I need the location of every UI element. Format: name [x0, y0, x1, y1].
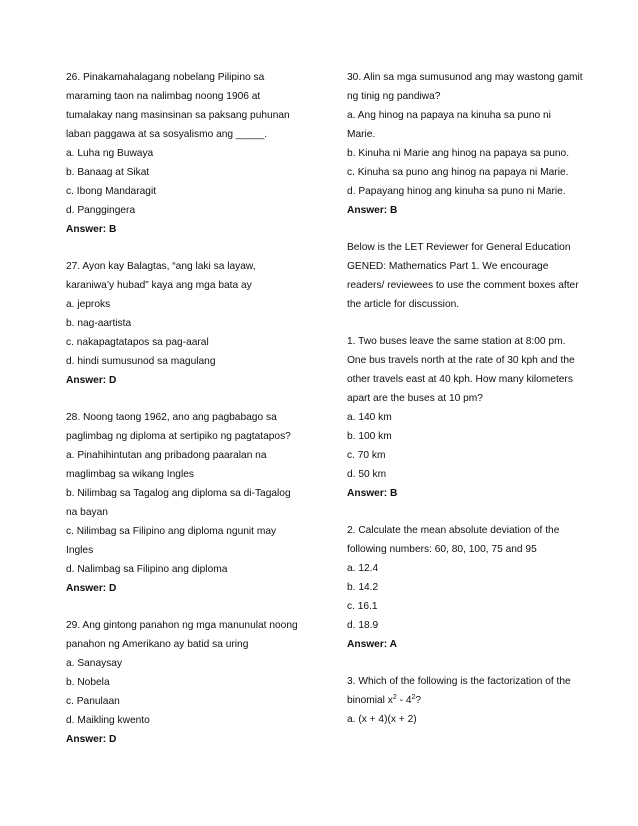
- choice-c: c. Nilimbag sa Filipino ang diploma ngunit may: [66, 526, 277, 537]
- choice-d: d. 18.9: [347, 620, 379, 631]
- answer-label: Answer: D: [66, 375, 117, 386]
- choice-a: a. Ang hinog na papaya na kinuha sa puno ni: [347, 110, 551, 121]
- question-text: apart are the buses at 10 pm?: [347, 393, 483, 404]
- right-column: [347, 68, 602, 729]
- left-column: [66, 68, 321, 749]
- question-text: 29. Ang gintong panahon ng mga manunulat noong: [66, 620, 298, 631]
- question-text: 1. Two buses leave the same station at 8:00 pm.: [347, 336, 566, 347]
- choice-a: a. Sanaysay: [66, 658, 123, 669]
- answer-label: Answer: B: [66, 224, 117, 235]
- question-text: panahon ng Amerikano ay batid sa uring: [66, 639, 249, 650]
- answer-label: Answer: D: [66, 583, 117, 594]
- answer-label: Answer: A: [347, 639, 398, 650]
- choice-c: c. 16.1: [347, 601, 378, 612]
- choice-b: b. Banaag at Sikat: [66, 167, 150, 178]
- spacer: [66, 390, 321, 408]
- intro-text: Below is the LET Reviewer for General Education: [347, 242, 571, 253]
- question-30: [347, 68, 602, 220]
- intro-paragraph: [347, 238, 602, 314]
- question-text: tumalakay nang masinsinan sa paksang puhunan: [66, 110, 290, 121]
- choice-c-cont: Ingles: [66, 545, 94, 556]
- question-26: [66, 68, 321, 239]
- choice-a: a. (x + 4)(x + 2): [347, 714, 417, 725]
- spacer: [347, 654, 602, 672]
- choice-c: c. nakapagtatapos sa pag-aaral: [66, 337, 209, 348]
- math-question-1: [347, 332, 602, 503]
- question-28: [66, 408, 321, 598]
- question-text: [347, 691, 602, 710]
- question-text: 26. Pinakamahalagang nobelang Pilipino sa: [66, 72, 265, 83]
- spacer: [347, 314, 602, 332]
- spacer: [347, 503, 602, 521]
- choice-d: d. 50 km: [347, 469, 387, 480]
- question-text: 28. Noong taong 1962, ano ang pagbabago sa: [66, 412, 277, 423]
- choice-b: b. 14.2: [347, 582, 379, 593]
- choice-d: d. Panggingera: [66, 205, 136, 216]
- choice-d: d. Maikling kwento: [66, 715, 150, 726]
- question-text: laban paggawa at sa sosyalismo ang _____.: [66, 129, 268, 140]
- choice-b: b. Kinuha ni Marie ang hinog na papaya sa puno.: [347, 148, 570, 159]
- exponent: 2: [411, 694, 416, 701]
- question-text: 30. Alin sa mga sumusunod ang may wastong gamit: [347, 72, 583, 83]
- choice-a: a. 140 km: [347, 412, 392, 423]
- intro-text: readers/ reviewees to use the comment boxes after: [347, 280, 579, 291]
- choice-a: a. 12.4: [347, 563, 379, 574]
- binomial-suffix: ?: [415, 695, 422, 706]
- question-29: [66, 616, 321, 749]
- choice-c: c. Panulaan: [66, 696, 120, 707]
- binomial-prefix: binomial x: [347, 695, 393, 706]
- choice-d: d. Nalimbag sa Filipino ang diploma: [66, 564, 228, 575]
- question-text: ng tinig ng pandiwa?: [347, 91, 441, 102]
- question-text: 27. Ayon kay Balagtas, “ang laki sa layaw,: [66, 261, 256, 272]
- choice-a: a. jeproks: [66, 299, 111, 310]
- choice-a-cont: Marie.: [347, 129, 376, 140]
- question-text: karaniwa’y hubad” kaya ang mga bata ay: [66, 280, 252, 291]
- spacer: [66, 598, 321, 616]
- question-text: paglimbag ng diploma at sertipiko ng pagtatapos?: [66, 431, 291, 442]
- question-27: [66, 257, 321, 390]
- intro-text: GENED: Mathematics Part 1. We encourage: [347, 261, 549, 272]
- question-text: One bus travels north at the rate of 30 kph and the: [347, 355, 575, 366]
- math-question-3: [347, 672, 602, 729]
- choice-b-cont: na bayan: [66, 507, 108, 518]
- spacer: [347, 220, 602, 238]
- choice-a: a. Luha ng Buwaya: [66, 148, 154, 159]
- question-text: maraming taon na nalimbag noong 1906 at: [66, 91, 261, 102]
- answer-label: Answer: D: [66, 734, 117, 745]
- choice-d: d. hindi sumusunod sa magulang: [66, 356, 216, 367]
- choice-d: d. Papayang hinog ang kinuha sa puno ni Marie.: [347, 186, 566, 197]
- question-text: 2. Calculate the mean absolute deviation of the: [347, 525, 560, 536]
- choice-b: b. 100 km: [347, 431, 392, 442]
- question-text: following numbers: 60, 80, 100, 75 and 95: [347, 544, 537, 555]
- choice-a-cont: maglimbag sa wikang Ingles: [66, 469, 194, 480]
- exponent: 2: [392, 694, 397, 701]
- binomial-mid: - 4: [396, 695, 412, 706]
- spacer: [66, 239, 321, 257]
- question-text: 3. Which of the following is the factorization of the: [347, 676, 571, 687]
- choice-b: b. Nobela: [66, 677, 110, 688]
- answer-label: Answer: B: [347, 205, 398, 216]
- choice-b: b. Nilimbag sa Tagalog ang diploma sa di-Tagalog: [66, 488, 291, 499]
- choice-b: b. nag-aartista: [66, 318, 132, 329]
- choice-c: c. Kinuha sa puno ang hinog na papaya ni Marie.: [347, 167, 569, 178]
- choice-c: c. 70 km: [347, 450, 386, 461]
- math-question-2: [347, 521, 602, 654]
- intro-text: the article for discussion.: [347, 299, 460, 310]
- choice-c: c. Ibong Mandaragit: [66, 186, 157, 197]
- choice-a: a. Pinahihintutan ang pribadong paaralan na: [66, 450, 267, 461]
- question-text: other travels east at 40 kph. How many kilometers: [347, 374, 573, 385]
- answer-label: Answer: B: [347, 488, 398, 499]
